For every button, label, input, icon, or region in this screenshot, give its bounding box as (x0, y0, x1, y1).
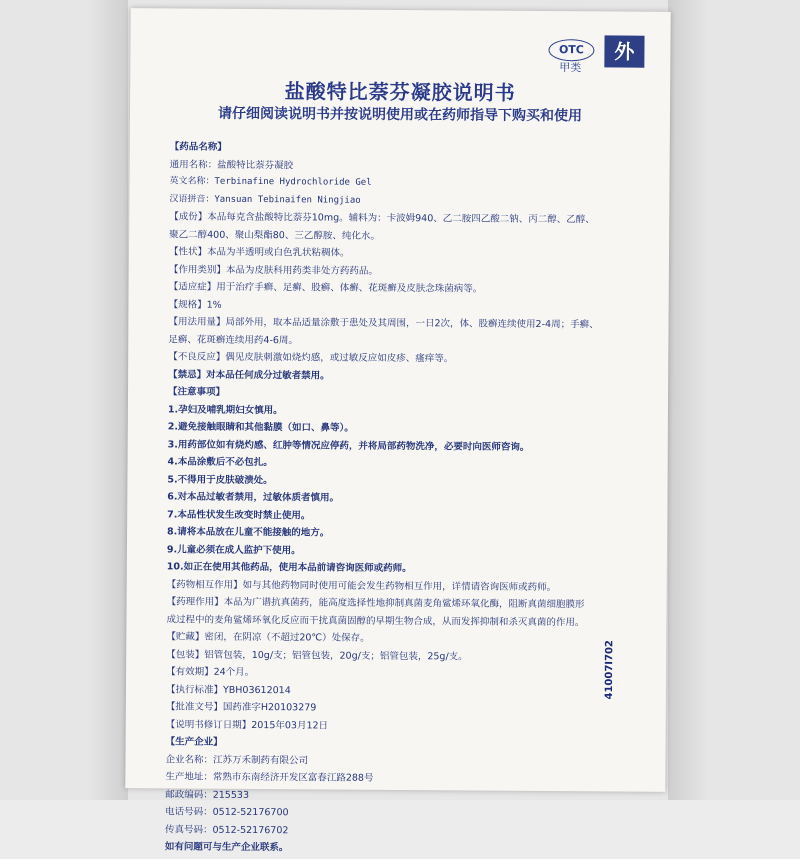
precaution-item: 2.避免接触眼睛和其他黏膜（如口、鼻等）。 (167, 421, 354, 434)
precaution-item: 10.如正在使用其他药品，使用本品前请咨询医师或药师。 (166, 561, 412, 575)
otc-badge: OTC (548, 39, 594, 61)
batch-number: 41007I702 (603, 640, 616, 700)
section-manufacturer: 【生产企业】 (165, 736, 223, 748)
section-dosage: 【用法用量】局部外用，取本品适量涂敷于患处及其周围，一日2次，体、股癣连续使用2-4周；手癣、 (168, 316, 599, 331)
precaution-item: 1.孕妇及哺乳期妇女慎用。 (167, 403, 283, 416)
manufacturer-name: 企业名称：江苏万禾制药有限公司 (165, 753, 309, 766)
document-title: 盐酸特比萘芬凝胶说明书 (284, 79, 516, 105)
manufacturer-address: 生产地址：常熟市东南经济开发区富春江路288号 (165, 771, 374, 784)
section-contraindications: 【禁忌】对本品任何成分过敏者禁用。 (168, 368, 330, 382)
otc-class-label: 甲类 (559, 61, 582, 75)
pinyin-name: 汉语拼音：Yansuan Tebinaifen Ningjiao (169, 193, 361, 206)
section-storage: 【贮藏】密闭，在阴凉（不超过20℃）处保存。 (166, 631, 370, 644)
section-packaging: 【包装】铝管包装，10g/支；铝管包装，20g/支；铝管包装，25g/支。 (166, 648, 468, 662)
contact-note: 如有问题可与生产企业联系。 (164, 841, 289, 854)
precaution-item: 7.本品性状发生改变时禁止使用。 (167, 508, 311, 521)
section-precautions: 【注意事项】 (168, 386, 226, 398)
paper-fold-shadow-right (668, 0, 708, 800)
fax-number: 传真号码：0512-52176702 (164, 823, 289, 836)
paper-fold-shadow-left (88, 0, 128, 800)
section-shelf-life: 【有效期】24个月。 (166, 666, 255, 679)
section-pharmacology: 【药理作用】本品为广谱抗真菌药，能高度选择性地抑制真菌麦角鲨烯环氧化酶，阻断真菌细胞膜形 (166, 596, 585, 611)
phone-number: 电话号码：0512-52176700 (165, 806, 289, 819)
section-indications: 【适应症】用于治疗手癣、足癣、股癣、体癣、花斑癣及皮肤念珠菌病等。 (168, 281, 483, 295)
section-category: 【作用类别】本品为皮肤科用药类非处方药药品。 (168, 263, 378, 277)
generic-name: 通用名称：盐酸特比萘芬凝胶 (169, 158, 294, 171)
section-drug-name: 【药品名称】 (169, 141, 227, 153)
section-drug-interactions: 【药物相互作用】如与其他药物同时使用可能会发生药物相互作用，详情请咨询医师或药师。 (166, 578, 557, 593)
precaution-item: 8.请将本品放在儿童不能接触的地方。 (167, 526, 330, 539)
precaution-item: 9.儿童必须在成人监护下使用。 (166, 543, 301, 556)
section-standard: 【执行标准】YBH03612014 (165, 683, 291, 696)
precaution-item: 6.对本品过敏者禁用，过敏体质者慎用。 (167, 491, 340, 504)
dosage-continued: 足癣、花斑癣连续用药4-6周。 (168, 333, 298, 346)
precaution-item: 3.用药部位如有烧灼感、红肿等情况应停药，并将局部药物洗净，必要时向医师咨询。 (167, 438, 530, 453)
english-name: 英文名称：Terbinafine Hydrochloride Gel (169, 176, 372, 188)
precaution-item: 4.本品涂敷后不必包扎。 (167, 456, 273, 469)
section-revision-date: 【说明书修订日期】2015年03月12日 (165, 718, 329, 732)
insert-body (165, 138, 640, 859)
ingredients-continued: 聚乙二醇400、聚山梨酯80、三乙醇胺、纯化水。 (169, 228, 380, 242)
external-use-badge: 外 (604, 35, 644, 67)
package-insert-sheet (125, 8, 670, 854)
postal-code: 邮政编码：215533 (165, 788, 250, 801)
precaution-item: 5.不得用于皮肤破溃处。 (167, 473, 273, 486)
section-approval-number: 【批准文号】国药准字H20103279 (165, 701, 317, 714)
section-appearance: 【性状】本品为半透明或白色乳状粘稠体。 (168, 246, 350, 259)
section-specification: 【规格】1% (168, 298, 222, 311)
document-subtitle: 请仔细阅读说明书并按说明使用或在药师指导下购买和使用 (217, 105, 583, 125)
pharmacology-continued: 成过程中的麦角鲨烯环氧化反应而干扰真菌固醇的早期生物合成，从而发挥抑制和杀灭真菌的作用。 (166, 613, 585, 628)
section-adverse-reactions: 【不良反应】偶见皮肤刺激如烧灼感，或过敏反应如皮疹、瘙痒等。 (168, 351, 454, 365)
section-ingredients: 【成份】本品每克含盐酸特比萘芬10mg。辅料为：卡波姆940、乙二胺四乙酸二钠、丙二醇、乙醇、 (169, 211, 595, 226)
